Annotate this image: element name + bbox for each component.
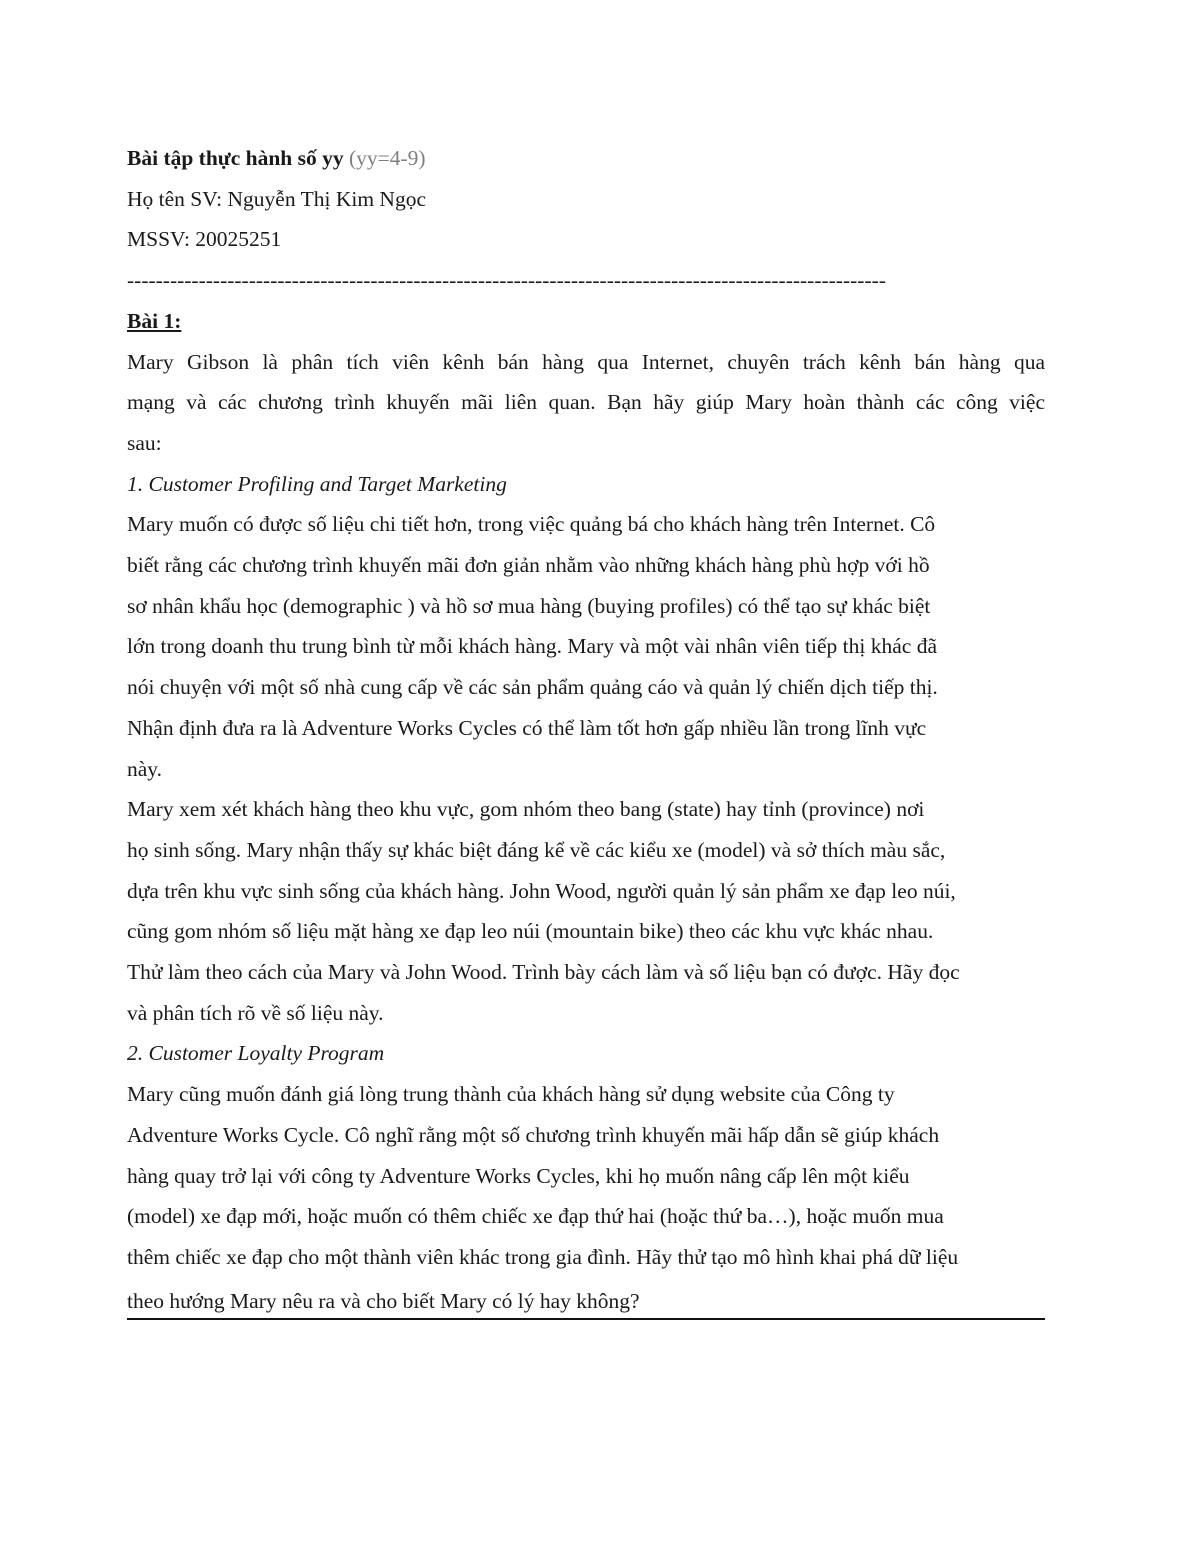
part2-line: Adventure Works Cycle. Cô nghĩ rằng một số chương trình khuyến mãi hấp dẫn sẽ giúp khách xyxy=(127,1122,940,1147)
part2-heading: 2. Customer Loyalty Program xyxy=(127,1041,385,1066)
document-page xyxy=(127,138,1045,1320)
part1-line: sơ nhân khẩu học (demographic ) và hồ sơ mua hàng (buying profiles) có thể tạo sự khác biệt xyxy=(127,593,931,618)
part1-heading: 1. Customer Profiling and Target Marketing xyxy=(127,471,507,496)
document-title xyxy=(127,138,1045,179)
part1-line: Mary muốn có được số liệu chi tiết hơn, trong việc quảng bá cho khách hàng trên Internet. Cô xyxy=(127,512,936,537)
part1-line: nói chuyện với một số nhà cung cấp về các sản phẩm quảng cáo và quản lý chiến dịch tiếp thị. xyxy=(127,675,938,700)
part2-line: Mary cũng muốn đánh giá lòng trung thành của khách hàng sử dụng website của Công ty xyxy=(127,1082,895,1107)
intro-line: sau: xyxy=(127,430,162,455)
part1-line: cũng gom nhóm số liệu mặt hàng xe đạp leo núi (mountain bike) theo các khu vực khác nhau. xyxy=(127,919,934,944)
title-hint: (yy=4-9) xyxy=(348,146,426,170)
part1-line: lớn trong doanh thu trung bình từ mỗi khách hàng. Mary và một vài nhân viên tiếp thị khác đã xyxy=(127,634,937,659)
student-name: Họ tên SV: Nguyễn Thị Kim Ngọc xyxy=(127,186,426,211)
part1-line: Thử làm theo cách của Mary và John Wood. Trình bày cách làm và số liệu bạn có được. Hãy đọc xyxy=(127,960,960,985)
part2-line: (model) xe đạp mới, hoặc muốn có thêm chiếc xe đạp thứ hai (hoặc thứ ba…), hoặc muốn mua xyxy=(127,1204,944,1229)
part1-line: biết rằng các chương trình khuyến mãi đơn giản nhằm vào những khách hàng phù hợp với hồ xyxy=(127,553,930,578)
part1-line: Nhận định đưa ra là Adventure Works Cycles có thể làm tốt hơn gấp nhiều lần trong lĩnh vực xyxy=(127,715,927,740)
part2-last-line: theo hướng Mary nêu ra và cho biết Mary có lý hay không? xyxy=(127,1278,1045,1320)
separator-line: ---------------------------------------------------------------------------------------------------------- xyxy=(127,268,886,293)
part1-line: và phân tích rõ về số liệu này. xyxy=(127,1000,384,1025)
part1-line: này. xyxy=(127,756,163,781)
intro-line: mạng và các chương trình khuyến mãi liên quan. Bạn hãy giúp Mary hoàn thành các công việc xyxy=(127,390,1045,415)
intro-line: Mary Gibson là phân tích viên kênh bán hàng qua Internet, chuyên trách kênh bán hàng qua xyxy=(127,349,1045,374)
part1-line: Mary xem xét khách hàng theo khu vực, gom nhóm theo bang (state) hay tỉnh (province) nơi xyxy=(127,797,925,822)
part2-line: hàng quay trở lại với công ty Adventure Works Cycles, khi họ muốn nâng cấp lên một kiểu xyxy=(127,1163,910,1188)
part1-body xyxy=(127,504,1045,1033)
part2-line: thêm chiếc xe đạp cho một thành viên khác trong gia đình. Hãy thử tạo mô hình khai phá dữ liệu xyxy=(127,1244,959,1269)
exercise-heading: Bài 1: xyxy=(127,308,182,333)
exercise-heading-row xyxy=(127,301,1045,342)
part1-line: dựa trên khu vực sinh sống của khách hàng. John Wood, người quản lý sản phẩm xe đạp leo núi, xyxy=(127,878,956,903)
part2-body xyxy=(127,1074,1045,1320)
exercise-intro xyxy=(127,342,1045,464)
student-id: MSSV: 20025251 xyxy=(127,227,282,252)
title-text: Bài tập thực hành số yy xyxy=(127,146,344,170)
part1-line: họ sinh sống. Mary nhận thấy sự khác biệt đáng kể về các kiểu xe (model) và sở thích màu sắc, xyxy=(127,837,946,862)
